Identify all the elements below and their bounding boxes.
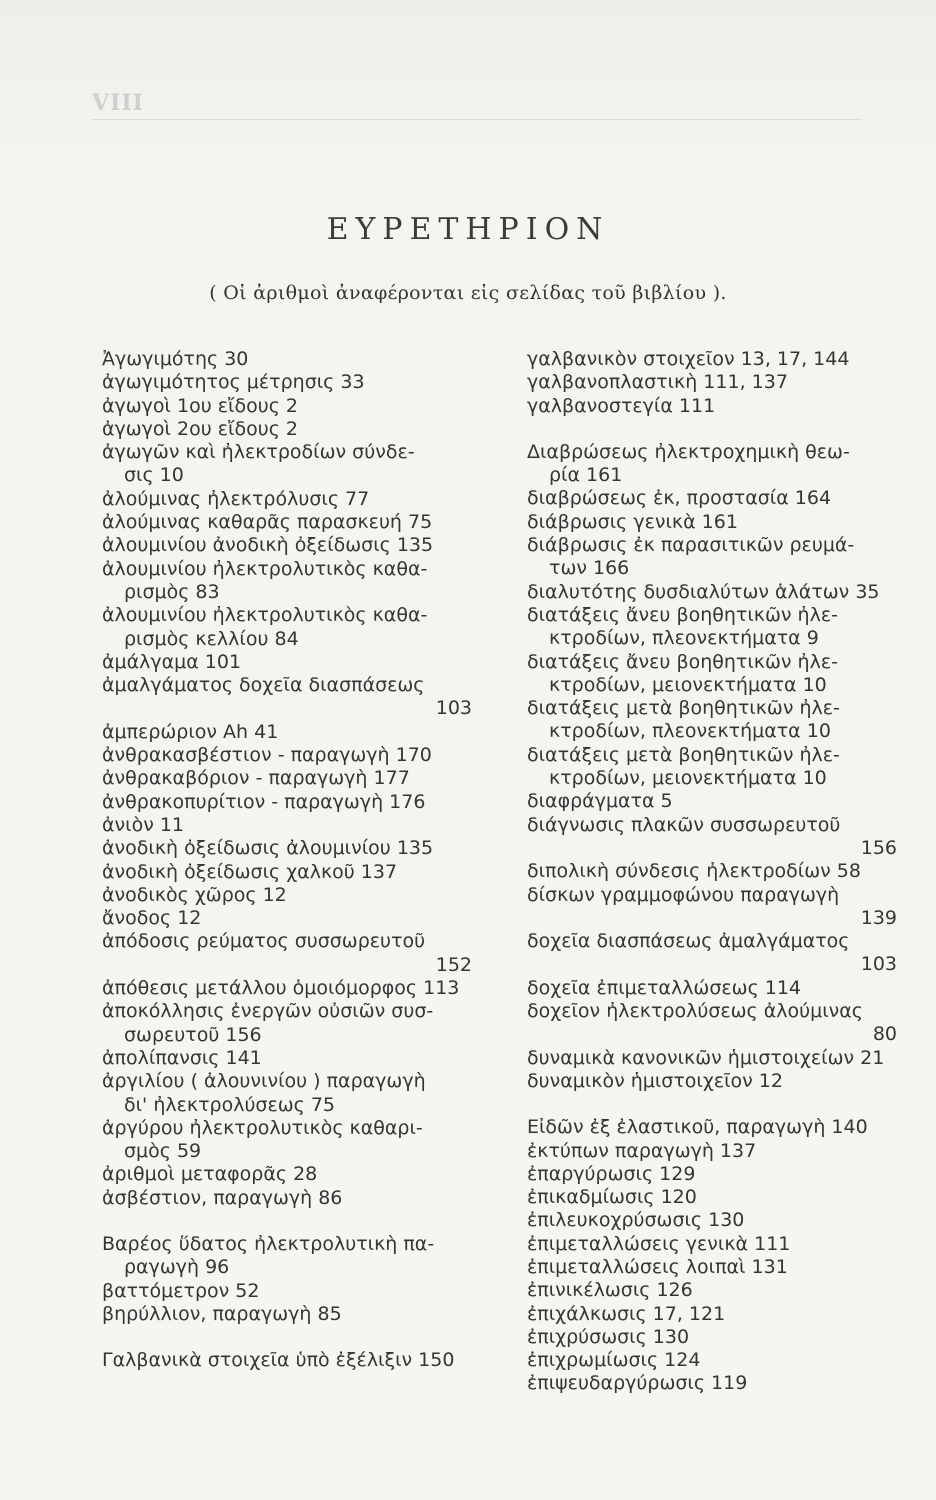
index-entry (102, 837, 472, 860)
index-entry-term: δοχεῖον ἠλεκτρολύσεως ἀλούμινας (527, 1000, 863, 1023)
index-entry-term: ἀλουμινίου ἠλεκτρολυτικὸς καθα- (102, 604, 428, 627)
index-entry (102, 767, 472, 790)
index-entry (102, 1000, 472, 1047)
index-entry-term: βαττόμετρον 52 (102, 1279, 260, 1302)
index-entry-term: ἀλουμινίου ἀνοδικὴ ὀξείδωσις 135 (102, 534, 434, 557)
index-entry (527, 790, 897, 813)
index-entry-term: ἀνθρακασβέστιον - παραγωγὴ 170 (102, 744, 432, 767)
index-entry (102, 441, 472, 488)
index-entry-term: ἀλούμινας ἠλεκτρόλυσις 77 (102, 487, 370, 510)
index-entry (527, 581, 897, 604)
index-entry-term: ἀγωγῶν καὶ ἠλεκτροδίων σύνδε- (102, 441, 415, 464)
index-entry-term: διατάξεις μετὰ βοηθητικῶν ἠλε- (527, 697, 840, 720)
index-entry-page-number: 156 (860, 836, 897, 859)
index-entry (102, 558, 472, 605)
index-entry (102, 1047, 472, 1070)
index-entry-page-number: 139 (860, 906, 897, 929)
index-entry (102, 1280, 472, 1303)
index-entry-term: ἐπιχάλκωσις 17, 121 (527, 1302, 726, 1325)
index-entry-term: διαβρώσεως ἐκ, προστασία 164 (527, 487, 832, 510)
index-entry (527, 1000, 897, 1047)
index-entry (102, 348, 472, 371)
index-entry-term: ἀμπερώριον Ah 41 (102, 720, 279, 743)
index-entry-page-number: 103 (435, 697, 472, 720)
page-title: ΕΥΡΕΤΗΡΙΟΝ (326, 212, 610, 247)
index-entry-term: ἀργύρου ἠλεκτρολυτικὸς καθαρι- (102, 1116, 423, 1139)
index-entry-term: ἀριθμοὶ μεταφορᾶς 28 (102, 1163, 318, 1186)
index-entry (102, 1303, 472, 1326)
index-entry-term: διαφράγματα 5 (527, 790, 673, 813)
index-entry-term: ἐπικαδμίωσις 120 (527, 1186, 697, 1209)
index-entry (102, 488, 472, 511)
index-entry-term: δοχεῖα διασπάσεως ἀμαλγάματος (527, 930, 850, 953)
index-entry (527, 1140, 897, 1163)
index-entry-term: ἀπόδοσις ρεύματος συσσωρευτοῦ (102, 930, 426, 953)
header-rule (92, 119, 862, 120)
index-entry-term: διατάξεις μετὰ βοηθητικῶν ἠλε- (527, 743, 840, 766)
section-gap (527, 1093, 897, 1116)
index-entry (102, 1117, 472, 1164)
index-entry-continuation: σις 10 (124, 464, 184, 487)
index-entry (102, 651, 472, 674)
index-entry-term: ἄνοδος 12 (102, 907, 202, 930)
index-entry (527, 1047, 897, 1070)
index-entry (102, 907, 472, 930)
index-entry (527, 930, 897, 977)
index-entry-term: δοχεῖα ἐπιμεταλλώσεως 114 (527, 976, 802, 999)
index-entry-term: βηρύλλιον, παραγωγὴ 85 (102, 1302, 342, 1325)
index-entry-term: Βαρέος ὕδατος ἠλεκτρολυτικὴ πα- (102, 1232, 435, 1255)
index-entry-page-number: 80 (872, 1023, 897, 1046)
index-entry-term: ἀλουμινίου ἠλεκτρολυτικὸς καθα- (102, 557, 428, 580)
section-gap (102, 1210, 472, 1233)
index-entry (527, 441, 897, 488)
index-entry (527, 1233, 897, 1256)
index-entry (102, 1349, 472, 1372)
index-entry (102, 395, 472, 418)
index-entry (527, 1070, 897, 1093)
index-entry-continuation: ρισμὸς 83 (124, 580, 220, 603)
index-entry (102, 884, 472, 907)
index-entry-term: διάβρωσις γενικὰ 161 (527, 510, 738, 533)
index-entry (527, 1303, 897, 1326)
index-entry-term: ἀνοδικὸς χῶρος 12 (102, 883, 287, 906)
index-entry-continuation: σμὸς 59 (124, 1140, 202, 1163)
index-entry-continuation: των 166 (549, 557, 630, 580)
index-entry (527, 651, 897, 698)
index-entry (102, 1187, 472, 1210)
index-entry-term: δίσκων γραμμοφώνου παραγωγὴ (527, 883, 840, 906)
index-entry (102, 511, 472, 534)
index-entry (102, 1233, 472, 1280)
index-entry (527, 604, 897, 651)
index-entry-term: ἀνιὸν 11 (102, 813, 185, 836)
index-entry (102, 721, 472, 744)
index-entry (102, 604, 472, 651)
index-entry (102, 418, 472, 441)
index-entry-term: διπολικὴ σύνδεσις ἠλεκτροδίων 58 (527, 860, 861, 883)
index-entry (102, 744, 472, 767)
index-entry-term: ἀλούμινας καθαρᾶς παρασκευή 75 (102, 511, 433, 534)
index-entry (527, 860, 897, 883)
index-entry-term: ἐπιμεταλλώσεις λοιπαὶ 131 (527, 1255, 788, 1278)
index-entry-page-number: 103 (860, 953, 897, 976)
index-entry-term: γαλβανοστεγία 111 (527, 394, 716, 417)
index-entry-term: ἐπιλευκοχρύσωσις 130 (527, 1209, 745, 1232)
index-entry-continuation: σωρευτοῦ 156 (124, 1023, 262, 1046)
index-entry-term: δυναμικὸν ἡμιστοιχεῖον 12 (527, 1069, 783, 1092)
index-entry-term: ἀμάλγαμα 101 (102, 650, 242, 673)
index-entry-term: ἐκτύπων παραγωγὴ 137 (527, 1139, 757, 1162)
index-entry-term: ἀνοδικὴ ὀξείδωσις ἀλουμινίου 135 (102, 837, 434, 860)
index-entry (102, 1070, 472, 1117)
index-entry-term: ἀγωγοὶ 2ου εἴδους 2 (102, 417, 298, 440)
index-entry-continuation: κτροδίων, πλεονεκτήματα 10 (549, 720, 831, 743)
index-entry (527, 977, 897, 1000)
index-entry-continuation: κτροδίων, μειονεκτήματα 10 (549, 767, 827, 790)
index-entry (527, 1163, 897, 1186)
index-entry-term: ἀμαλγάματος δοχεῖα διασπάσεως (102, 674, 425, 697)
index-entry-term: Διαβρώσεως ἠλεκτροχημικὴ θεω- (527, 440, 850, 463)
index-entry (102, 861, 472, 884)
index-entry (527, 1279, 897, 1302)
index-entry-term: διάβρωσις ἐκ παρασιτικῶν ρευμά- (527, 534, 855, 557)
page-subtitle: ( Οἱ ἀριθμοὶ ἀναφέρονται εἰς σελίδας τοῦ βιβλίου ). (209, 282, 727, 304)
index-entry-term: ἀργιλίου ( ἀλουνινίου ) παραγωγὴ (102, 1070, 426, 1093)
index-entry-continuation: ρία 161 (549, 464, 623, 487)
section-gap (102, 1326, 472, 1349)
index-entry-continuation: κτροδίων, πλεονεκτήματα 9 (549, 627, 819, 650)
index-entry-term: ἐπιψευδαργύρωσις 119 (527, 1372, 748, 1395)
index-entry (527, 1256, 897, 1279)
index-entry (527, 1209, 897, 1232)
index-entry-term: ἐπινικέλωσις 126 (527, 1279, 693, 1302)
index-entry (527, 1116, 897, 1139)
index-entry (527, 487, 897, 510)
index-entry (527, 348, 897, 371)
index-entry (527, 884, 897, 931)
index-entry-continuation: κτροδίων, μειονεκτήματα 10 (549, 673, 827, 696)
index-entry (527, 814, 897, 861)
index-entry-term: ἐπιμεταλλώσεις γενικὰ 111 (527, 1232, 791, 1255)
index-entry-term: Εἰδῶν ἐξ ἐλαστικοῦ, παραγωγὴ 140 (527, 1116, 868, 1139)
index-entry-term: ἀνθρακαβόριον - παραγωγὴ 177 (102, 767, 410, 790)
index-entry-continuation: ρισμὸς κελλίου 84 (124, 627, 299, 650)
index-entry (102, 534, 472, 557)
index-entry-term: διατάξεις ἄνευ βοηθητικῶν ἠλε- (527, 650, 838, 673)
index-entry (527, 511, 897, 534)
index-entry (527, 1349, 897, 1372)
index-entry-term: ἀποκόλλησις ἐνεργῶν οὐσιῶν συσ- (102, 1000, 434, 1023)
index-entry (102, 371, 472, 394)
index-entry (527, 1186, 897, 1209)
index-entry-term: ἀνοδικὴ ὀξείδωσις χαλκοῦ 137 (102, 860, 398, 883)
index-entry (527, 371, 897, 394)
index-column-left (102, 348, 472, 1372)
index-entry-term: γαλβανικὸν στοιχεῖον 13, 17, 144 (527, 348, 850, 370)
index-entry-term: ἐπαργύρωσις 129 (527, 1162, 696, 1185)
index-entry (102, 977, 472, 1000)
index-entry (527, 1326, 897, 1349)
index-entry-term: γαλβανοπλαστικὴ 111, 137 (527, 371, 788, 394)
index-entry (102, 1163, 472, 1186)
index-entry-term: ἀπόθεσις μετάλλου ὁμοιόμορφος 113 (102, 977, 460, 1000)
index-entry-term: διάγνωσις πλακῶν συσσωρευτοῦ (527, 813, 841, 836)
index-entry (527, 395, 897, 418)
index-entry (102, 814, 472, 837)
index-entry-term: ἐπιχρύσωσις 130 (527, 1325, 690, 1348)
index-entry (102, 791, 472, 814)
index-entry-term: διατάξεις ἄνευ βοηθητικῶν ἠλε- (527, 603, 838, 626)
section-gap (527, 418, 897, 441)
index-entry (102, 930, 472, 977)
index-entry-term: ἀγωγιμότητος μέτρησις 33 (102, 371, 365, 394)
index-entry-term: ἀγωγοὶ 1ου εἴδους 2 (102, 394, 298, 417)
index-entry-page-number: 152 (435, 953, 472, 976)
index-entry (527, 697, 897, 744)
index-entry-term: Γαλβανικὰ στοιχεῖα ὑπὸ ἐξέλιξιν 150 (102, 1349, 455, 1372)
index-entry-continuation: ραγωγὴ 96 (124, 1256, 230, 1279)
index-entry-term: ἀνθρακοπυρίτιον - παραγωγὴ 176 (102, 790, 426, 813)
index-entry-term: ἀπολίπανσις 141 (102, 1046, 262, 1069)
index-entry (527, 744, 897, 791)
index-entry-term: ἐπιχρωμίωσις 124 (527, 1349, 701, 1372)
index-entry-term: δυναμικὰ κανονικῶν ἡμιστοιχείων 21 (527, 1046, 885, 1069)
index-column-right (527, 348, 897, 1396)
index-entry (527, 1372, 897, 1395)
index-entry-term: διαλυτότης δυσδιαλύτων ἁλάτων 35 (527, 580, 880, 603)
index-entry-term: Ἀγωγιμότης 30 (102, 348, 249, 370)
index-entry (102, 674, 472, 721)
index-entry (527, 534, 897, 581)
page-number: VIII (92, 90, 144, 116)
index-entry-continuation: δι' ἠλεκτρολύσεως 75 (124, 1093, 336, 1116)
index-entry-term: ἀσβέστιον, παραγωγὴ 86 (102, 1186, 343, 1209)
